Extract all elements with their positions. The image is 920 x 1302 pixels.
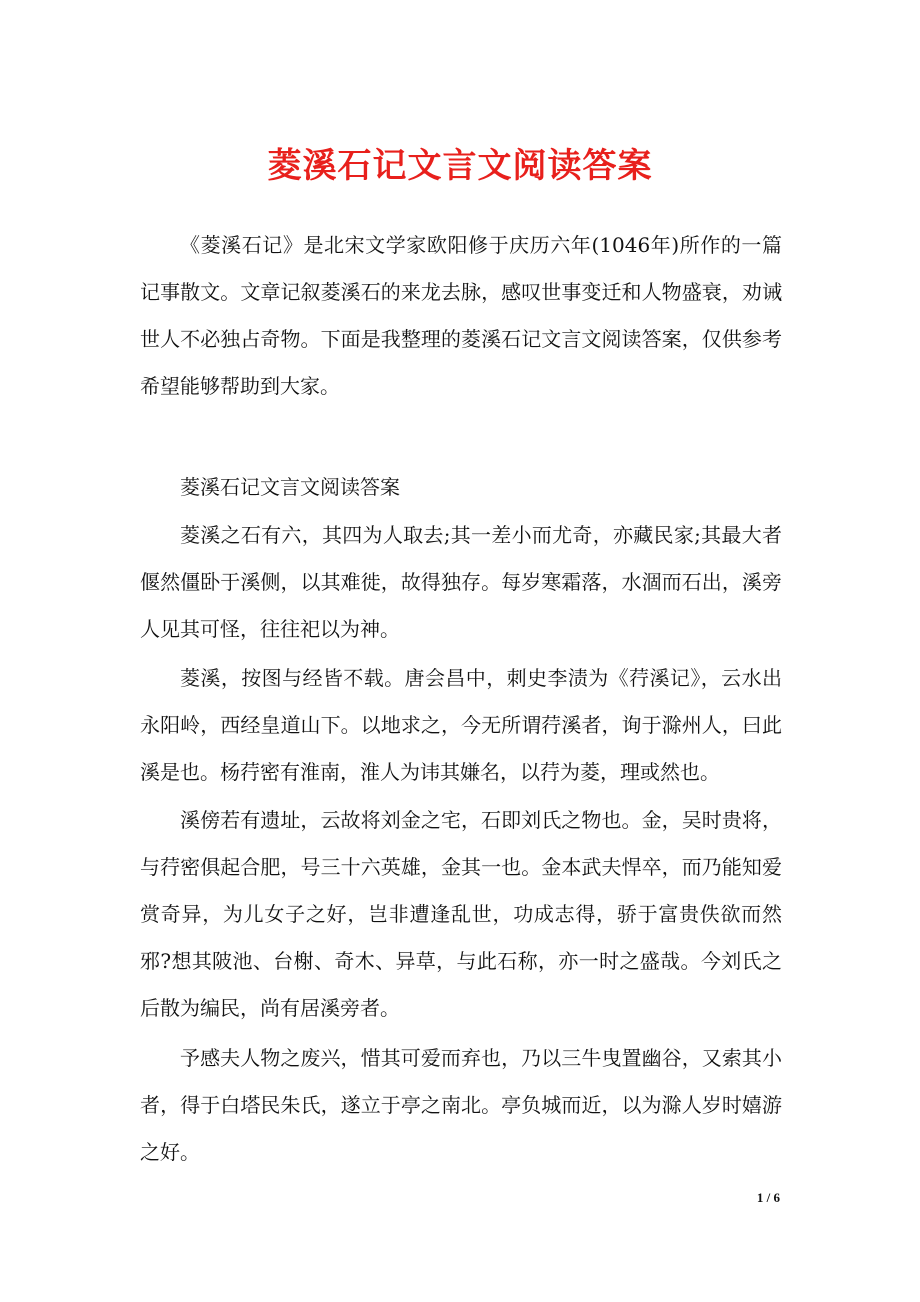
document-title: 菱溪石记文言文阅读答案 xyxy=(267,146,653,186)
body-paragraph-2: 菱溪，按图与经皆不载。唐会昌中，刺史李渍为《荇溪记》，云水出永阳岭，西经皇道山下。以地求之，今无所谓荇溪者，询于滁州人，曰此溪是也。杨荇密有淮南，淮人为讳其嫌名，以荇为菱，理或然也。 xyxy=(140,666,782,784)
body-paragraph-4: 予感夫人物之废兴，惜其可爱而弃也，乃以三牛曳置幽谷，又索其小者，得于白塔民朱氏，遂立于亭之南北。亭负城而近，以为滁人岁时嬉游之好。 xyxy=(140,1046,782,1164)
intro-paragraph: 《菱溪石记》是北宋文学家欧阳修于庆历六年(1046年)所作的一篇记事散文。文章记叙菱溪石的来龙去脉，感叹世事变迁和人物盛衰，劝诫世人不必独占奇物。下面是我整理的菱溪石记文言文阅读答案，仅供参考希望能够帮助到大家。 xyxy=(140,233,782,398)
page-number: 1 / 6 xyxy=(756,1190,780,1205)
body-paragraph-3: 溪傍若有遗址，云故将刘金之宅，石即刘氏之物也。金，吴时贵将，与荇密俱起合肥，号三十六英雄，金其一也。金本武夫悍卒，而乃能知爱赏奇异，为儿女子之好，岂非遭逢乱世，功成志得，骄于富贵佚欲而然邪?想其陂池、台榭、奇木、异草，与此石称，亦一时之盛哉。今刘氏之后散为编民，尚有居溪旁者。 xyxy=(140,808,782,1020)
body-paragraph-1: 菱溪之石有六，其四为人取去;其一差小而尤奇，亦藏民家;其最大者偃然僵卧于溪侧，以其难徙，故得独存。每岁寒霜落，水涸而石出，溪旁人见其可怪，往往祀以为神。 xyxy=(140,523,782,641)
section-heading: 菱溪石记文言文阅读答案 xyxy=(180,475,400,499)
